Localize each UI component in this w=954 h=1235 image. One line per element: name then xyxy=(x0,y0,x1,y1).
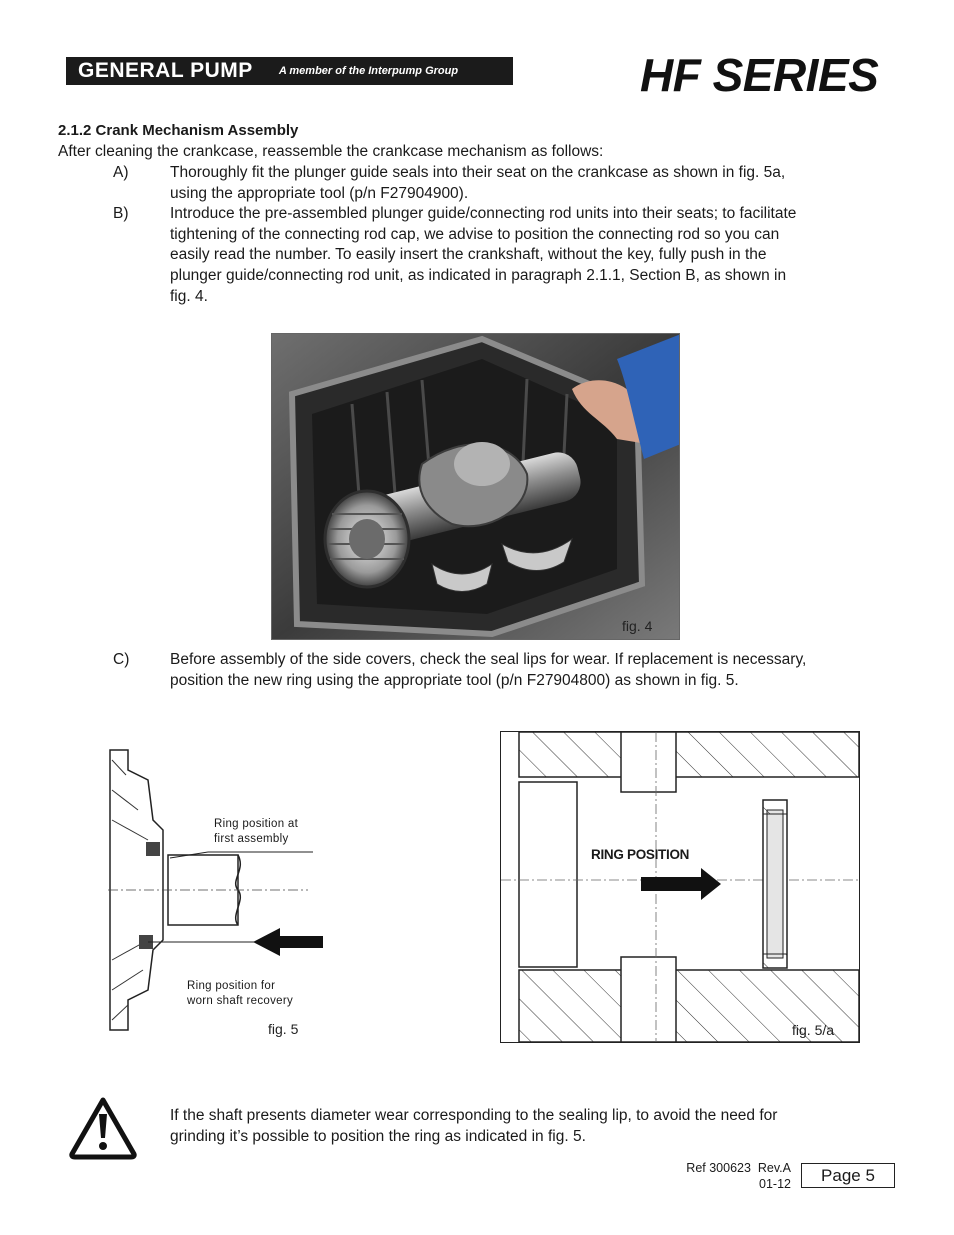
step-body xyxy=(170,163,890,204)
intro-text: After cleaning the crankcase, reassemble the crankcase mechanism as follows: xyxy=(58,143,604,160)
fig5a-callout: RING POSITION xyxy=(591,847,690,862)
ref-number: Ref 300623 Rev.A xyxy=(686,1161,791,1175)
brand-tagline: A member of the Interpump Group xyxy=(278,65,459,77)
step-letter: B) xyxy=(113,205,129,222)
callout-line: first assembly xyxy=(214,832,289,845)
warning-text xyxy=(170,1106,890,1147)
warning-triangle-icon xyxy=(68,1096,138,1160)
step-line: using the appropriate tool (p/n F27904900). xyxy=(170,184,469,202)
step-line: Introduce the pre-assembled plunger guide/connecting rod units into their seats; to facilitate xyxy=(170,205,797,222)
step-letter: A) xyxy=(113,164,129,181)
step-letter: C) xyxy=(113,651,130,668)
fig4-photo xyxy=(271,333,680,640)
fig5-callout-bottom xyxy=(187,979,293,1008)
brand-name: GENERAL PUMP xyxy=(78,59,253,82)
document-reference xyxy=(666,1160,791,1192)
step-body xyxy=(170,204,890,308)
step-line: easily read the number. To easily insert the crankshaft, without the key, fully push in the xyxy=(170,246,767,264)
page-number: Page 5 xyxy=(801,1163,895,1188)
fig5a-drawing xyxy=(500,731,860,1043)
callout-line: Ring position for xyxy=(187,980,276,992)
fig5-callout-top xyxy=(214,817,298,846)
fig5-label: fig. 5 xyxy=(268,1021,299,1037)
fig5a-label: fig. 5/a xyxy=(792,1022,835,1038)
callout-line: Ring position at xyxy=(214,818,299,830)
crankcase-photo-illustration xyxy=(272,334,680,640)
section-heading: 2.1.2 Crank Mechanism Assembly xyxy=(58,122,299,139)
step-line: tightening of the connecting rod cap, we advise to position the connecting rod so you can xyxy=(170,225,780,243)
step-line: fig. 4. xyxy=(170,287,208,305)
warning-line: If the shaft presents diameter wear corresponding to the sealing lip, to avoid the need for xyxy=(170,1107,778,1124)
step-line: Before assembly of the side covers, check the seal lips for wear. If replacement is necessary, xyxy=(170,651,807,668)
brand-bar xyxy=(66,57,513,85)
series-title: HF SERIES xyxy=(640,49,879,101)
ref-date: 01-12 xyxy=(759,1177,791,1191)
callout-line: worn shaft recovery xyxy=(187,994,294,1007)
ring-position-section-drawing xyxy=(501,732,859,1042)
step-body xyxy=(170,650,890,691)
step-line: position the new ring using the appropriate tool (p/n F27904800) as shown in fig. 5. xyxy=(170,671,739,689)
fig4-label: fig. 4 xyxy=(622,618,653,634)
step-line: plunger guide/connecting rod unit, as indicated in paragraph 2.1.1, Section B, as shown in xyxy=(170,267,787,285)
warning-line: grinding it’s possible to position the ring as indicated in fig. 5. xyxy=(170,1127,586,1145)
step-line: Thoroughly fit the plunger guide seals into their seat on the crankcase as shown in fig. 5a, xyxy=(170,164,786,181)
